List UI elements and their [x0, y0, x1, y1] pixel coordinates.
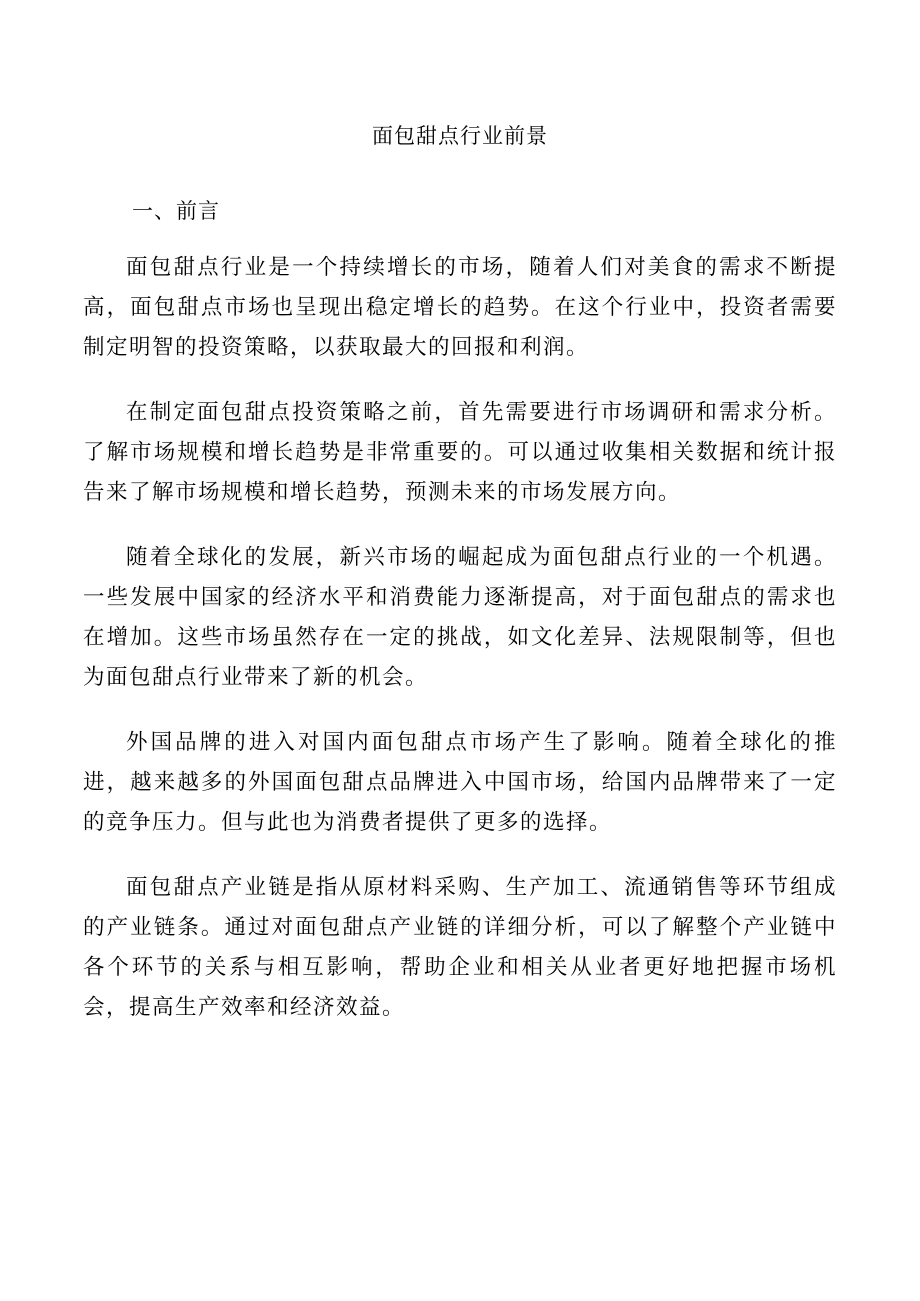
paragraph: 面包甜点行业是一个持续增长的市场，随着人们对美食的需求不断提高，面包甜点市场也呈现出稳定增长的趋势。在这个行业中，投资者需要制定明智的投资策略，以获取最大的回报和利润。	[83, 255, 837, 360]
paragraph: 面包甜点产业链是指从原材料采购、生产加工、流通销售等环节组成的产业链条。通过对面包甜点产业链的详细分析，可以了解整个产业链中各个环节的关系与相互影响，帮助企业和相关从业者更好地把握市场机会，提高生产效率和经济效益。	[83, 875, 837, 1020]
paragraph: 随着全球化的发展，新兴市场的崛起成为面包甜点行业的一个机遇。一些发展中国家的经济水平和消费能力逐渐提高，对于面包甜点的需求也在增加。这些市场虽然存在一定的挑战，如文化差异、法规限制等，但也为面包甜点行业带来了新的机会。	[83, 545, 837, 690]
document-title: 面包甜点行业前景	[372, 124, 548, 148]
section-heading: 一、前言	[132, 199, 220, 223]
paragraph: 外国品牌的进入对国内面包甜点市场产生了影响。随着全球化的推进，越来越多的外国面包甜点品牌进入中国市场，给国内品牌带来了一定的竞争压力。但与此也为消费者提供了更多的选择。	[83, 730, 837, 835]
document-body	[83, 248, 837, 1053]
paragraph: 在制定面包甜点投资策略之前，首先需要进行市场调研和需求分析。了解市场规模和增长趋势是非常重要的。可以通过收集相关数据和统计报告来了解市场规模和增长趋势，预测未来的市场发展方向。	[83, 400, 837, 505]
